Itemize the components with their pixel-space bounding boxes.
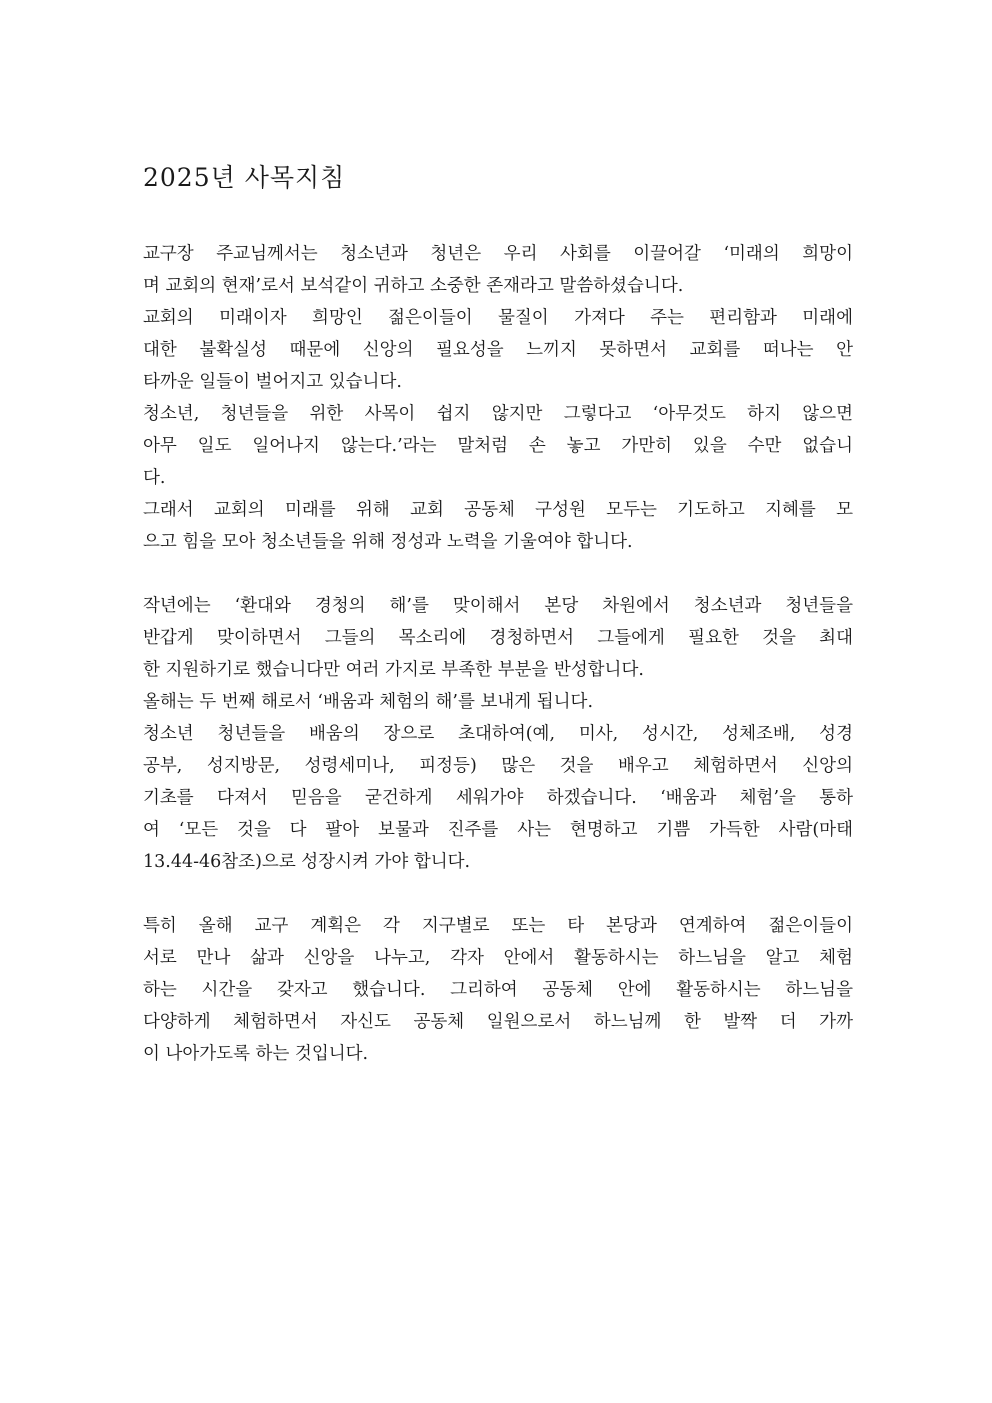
- paragraph-learning-experience: [143, 718, 853, 878]
- document-title: 2025년 사목지침: [143, 163, 346, 192]
- text-line: 으고 힘을 모아 청소년들을 위해 정성과 노력을 기울여야 합니다.: [143, 532, 633, 552]
- text-line: 반갑게 맞이하면서 그들의 목소리에 경청하면서 그들에게 필요한 것을 최대: [143, 628, 853, 648]
- paragraph-last-year: [143, 590, 853, 686]
- text-line: 공부, 성지방문, 성령세미나, 피정등) 많은 것을 배우고 체험하면서 신앙의: [143, 756, 853, 776]
- paragraph-ministry-difficulty: [143, 398, 853, 494]
- paragraph-this-year-theme: [143, 686, 853, 718]
- text-line: 특히 올해 교구 계획은 각 지구별로 또는 타 본당과 연계하여 젊은이들이: [143, 916, 853, 936]
- text-line: 타까운 일들이 벌어지고 있습니다.: [143, 372, 402, 392]
- text-line: 작년에는 ‘환대와 경청의 해’를 맞이해서 본당 차원에서 청소년과 청년들을: [143, 596, 853, 616]
- paragraph-bishop-message: [143, 238, 853, 302]
- text-line: 여 ‘모든 것을 다 팔아 보물과 진주를 사는 현명하고 기쁨 가득한 사람(마태: [143, 820, 853, 840]
- paragraph-community-effort: [143, 494, 853, 558]
- document-body: [143, 238, 853, 1070]
- text-line: 청소년 청년들을 배움의 장으로 초대하여(예, 미사, 성시간, 성체조배, 성경: [143, 724, 853, 744]
- text-line: 교회의 미래이자 희망인 젊은이들이 물질이 가져다 주는 편리함과 미래에: [143, 308, 853, 328]
- text-line: 한 지원하기로 했습니다만 여러 가지로 부족한 부분을 반성합니다.: [143, 660, 644, 680]
- text-line: 다양하게 체험하면서 자신도 공동체 일원으로서 하느님께 한 발짝 더 가까: [143, 1012, 853, 1032]
- text-line: 기초를 다져서 믿음을 굳건하게 세워가야 하겠습니다. ‘배움과 체험’을 통하: [143, 788, 853, 808]
- text-line: 다.: [143, 468, 166, 488]
- text-line: 13.44-46참조)으로 성장시켜 가야 합니다.: [143, 852, 471, 872]
- paragraph-spacer: [143, 878, 853, 910]
- text-line: 서로 만나 삶과 신앙을 나누고, 각자 안에서 활동하시는 하느님을 알고 체험: [143, 948, 853, 968]
- paragraph-young-people-leaving: [143, 302, 853, 398]
- text-line: 대한 불확실성 때문에 신앙의 필요성을 느끼지 못하면서 교회를 떠나는 안: [143, 340, 853, 360]
- text-line: 교구장 주교님께서는 청소년과 청년은 우리 사회를 이끌어갈 ‘미래의 희망이: [143, 244, 853, 264]
- text-line: 며 교회의 현재’로서 보석같이 귀하고 소중한 존재라고 말씀하셨습니다.: [143, 276, 684, 296]
- text-line: 그래서 교회의 미래를 위해 교회 공동체 구성원 모두는 기도하고 지혜를 모: [143, 500, 853, 520]
- paragraph-diocese-plan: [143, 910, 853, 1070]
- text-line: 청소년, 청년들을 위한 사목이 쉽지 않지만 그렇다고 ‘아무것도 하지 않으면: [143, 404, 853, 424]
- paragraph-spacer: [143, 558, 853, 590]
- text-line: 올해는 두 번째 해로서 ‘배움과 체험의 해’를 보내게 됩니다.: [143, 692, 594, 712]
- text-line: 하는 시간을 갖자고 했습니다. 그리하여 공동체 안에 활동하시는 하느님을: [143, 980, 853, 1000]
- text-line: 이 나아가도록 하는 것입니다.: [143, 1044, 369, 1064]
- text-line: 아무 일도 일어나지 않는다.’라는 말처럼 손 놓고 가만히 있을 수만 없습니: [143, 436, 853, 456]
